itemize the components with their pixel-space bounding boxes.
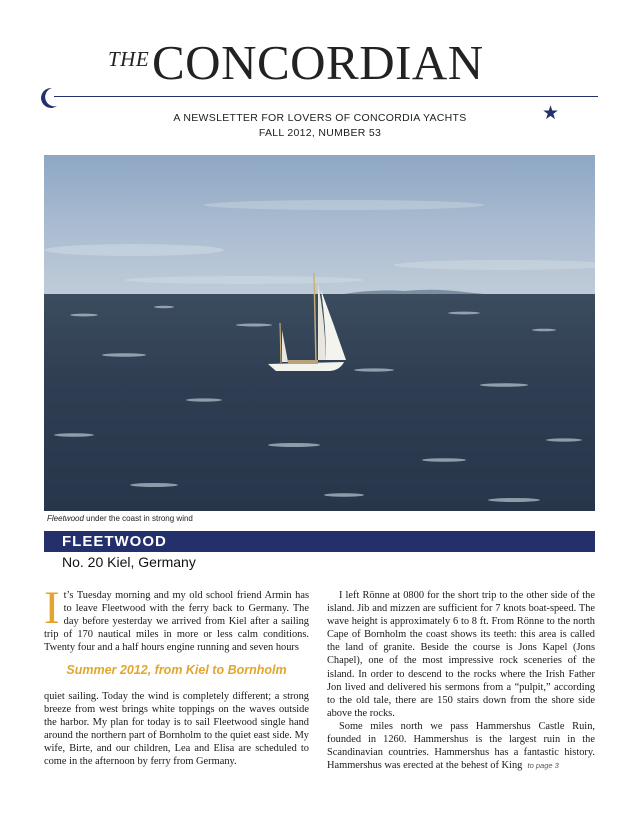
drop-cap: I: [44, 582, 60, 634]
photo-caption: [47, 514, 193, 523]
article-paragraph-3: I left Rönne at 0800 for the short trip to the other side of the island. Jib and mizzen are sufficient for 7 knots boat-speed. The wave height is approximately 6 to 8 ft. From Rönne to the north Cape of Bornholm the coast shows its teeth: this area is called the land of granite. Beside the course is Jons Kapel (Jons Chapel), one of the most impressive rock sceneries of the island. In order to descend to the rocks where the Irish Father Jon lived and delivered his sermons from a “pulpit,” according to the old tale, there are 150 stairs down from the shore side above the rocks.: [327, 590, 595, 719]
caption-text: under the coast in strong wind: [83, 514, 193, 523]
article-col1-bottom: [44, 690, 309, 769]
continued-link[interactable]: to page 3: [527, 761, 559, 771]
article-paragraph-1: t’s Tuesday morning and my old school friend Armin has to leave Fleetwood with the ferry back to Germany. The day before yesterday we arrived from Kiel after a sailing trip of 170 nautical miles in more or less calm conditions. Twenty four and a half hours engine running and seven hours: [44, 590, 309, 654]
article-paragraph-2: quiet sailing. Today the wind is completely different; a strong breeze from west brings white toppings on the waves outside the harbor. My plan for today is to sail Fleetwood single hand around the northern part of Bornholm to the quiet east side. My wife, Birte, and our children, Lea and Elisa are scheduled to come in the afternoon by ferry from Germany.: [44, 691, 309, 768]
sailboat-photo: [44, 155, 595, 511]
masthead-the: THE: [108, 47, 150, 71]
cover-photo: [44, 155, 595, 511]
pull-quote: Summer 2012, from Kiel to Bornholm: [66, 663, 287, 677]
section-title: FLEETWOOD: [62, 533, 167, 550]
caption-boat-name: Fleetwood: [47, 514, 84, 523]
article-col1-top: [44, 582, 309, 654]
star-icon: ★: [542, 103, 560, 124]
article-paragraph-4: [327, 720, 595, 772]
section-subhead: No. 20 Kiel, Germany: [62, 554, 196, 570]
masthead-rule: [54, 96, 598, 97]
article-col2: [327, 589, 595, 772]
newsletter-tagline: A NEWSLETTER FOR LOVERS OF CONCORDIA YACHTS: [173, 112, 467, 124]
masthead-title: CONCORDIAN: [152, 35, 484, 90]
crescent-moon-icon: [39, 86, 59, 110]
issue-line: FALL 2012, NUMBER 53: [258, 127, 382, 139]
article-paragraph-4-text: Some miles north we pass Hammershus Castle Ruin, founded in 1260. Hammershus is the largest ruin in the Scandinavian countries. Hammershus has a fantastic history. Hammershus was erected at the behest of King: [327, 720, 595, 772]
